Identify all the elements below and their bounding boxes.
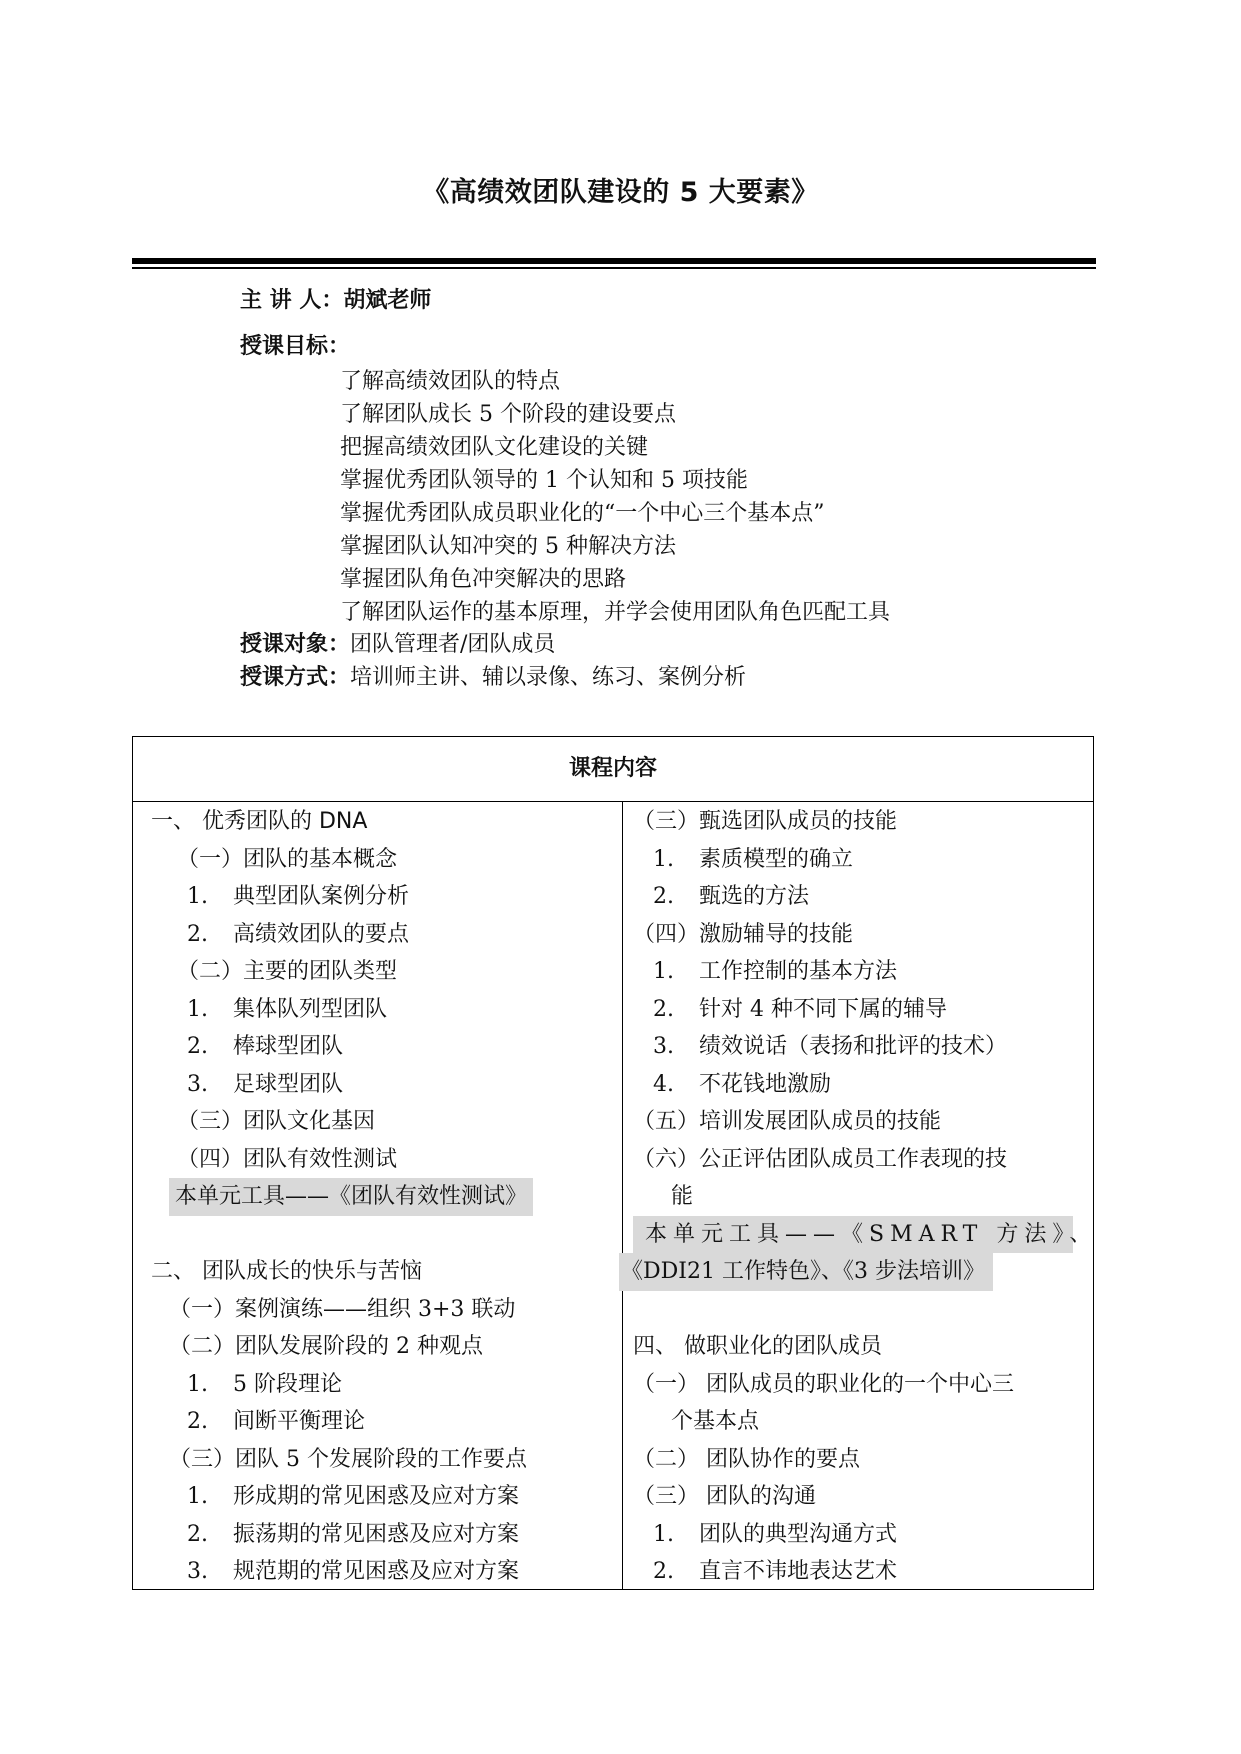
- objectives-label: 授课目标：: [240, 334, 351, 359]
- objective-item: 了解高绩效团队的特点: [340, 369, 561, 394]
- subsection-heading: （一）团队的基本概念: [177, 846, 398, 872]
- list-item: 1. 集体队列型团队: [187, 996, 388, 1022]
- list-item: 1. 典型团队案例分析: [187, 884, 410, 909]
- list-item: 2. 甄选的方法: [653, 884, 810, 909]
- left-column: [151, 803, 617, 1591]
- title-rule-thick: [132, 258, 1096, 264]
- subsection-heading: （四）激励辅导的技能: [633, 921, 854, 947]
- subsection-heading-continued: 个基本点: [671, 1409, 760, 1434]
- list-item: 2. 振荡期的常见困惑及应对方案: [187, 1521, 520, 1547]
- course-content-table: [132, 736, 1098, 1590]
- method-label: 授课方式：: [240, 665, 351, 690]
- spacer: [633, 1291, 1085, 1329]
- speaker-line: [240, 284, 431, 317]
- subsection-heading: （六）公正评估团队成员工作表现的技: [633, 1146, 1008, 1172]
- section-heading: 二、 团队成长的快乐与苦恼: [151, 1259, 422, 1284]
- subsection-heading: （一） 团队成员的职业化的一个中心三: [633, 1371, 1014, 1397]
- method-line: [240, 661, 746, 694]
- subsection-heading: （三）甄选团队成员的技能: [633, 809, 898, 834]
- audience-label: 授课对象：: [240, 632, 351, 657]
- audience-line: [240, 628, 555, 661]
- section-heading: 四、 做职业化的团队成员: [633, 1334, 882, 1359]
- title-rule-thin: [132, 267, 1096, 269]
- objective-item: 掌握优秀团队成员职业化的“一个中心三个基本点”: [340, 501, 825, 526]
- objective-item: 把握高绩效团队文化建设的关键: [340, 435, 649, 460]
- unit-tool-highlight: 本单元工具——《SMART 方法》、: [633, 1216, 1073, 1254]
- subsection-heading: （五）培训发展团队成员的技能: [633, 1109, 942, 1134]
- section-heading: 一、 优秀团队的 DNA: [151, 809, 368, 834]
- column-divider: [622, 801, 623, 1589]
- objective-item: 了解团队成长 5 个阶段的建设要点: [340, 402, 676, 427]
- spacer: [151, 1216, 617, 1254]
- list-item: 2. 直言不讳地表达艺术: [653, 1559, 898, 1584]
- list-item: 3. 足球型团队: [187, 1071, 344, 1097]
- list-item: 1. 团队的典型沟通方式: [653, 1521, 898, 1547]
- subsection-heading-continued: 能: [671, 1184, 694, 1209]
- objectives-list: [340, 365, 890, 629]
- objective-item: 掌握优秀团队领导的 1 个认知和 5 项技能: [340, 468, 748, 493]
- subsection-heading: （一）案例演练——组织 3+3 联动: [169, 1296, 516, 1322]
- objective-item: 了解团队运作的基本原理，并学会使用团队角色匹配工具: [340, 600, 891, 625]
- list-item: 1. 工作控制的基本方法: [653, 959, 898, 984]
- objectives-label-line: [240, 330, 350, 363]
- unit-tool-highlight: 本单元工具——《团队有效性测试》: [169, 1178, 533, 1216]
- unit-tool-line: [619, 1253, 1085, 1291]
- objective-item: 掌握团队角色冲突解决的思路: [340, 567, 627, 592]
- document-title: 《高绩效团队建设的 5 大要素》: [422, 177, 819, 208]
- list-item: 4. 不花钱地激励: [653, 1071, 832, 1097]
- subsection-heading: （二）主要的团队类型: [177, 959, 398, 984]
- list-item: 2. 高绩效团队的要点: [187, 921, 410, 947]
- table-header: 课程内容: [133, 737, 1093, 802]
- unit-tool-highlight: 《DDI21 工作特色》、《3 步法培训》: [619, 1253, 993, 1291]
- list-item: 3. 绩效说话（表扬和批评的技术）: [653, 1034, 1008, 1059]
- audience-value: 团队管理者/团队成员: [350, 632, 556, 657]
- list-item: 2. 针对 4 种不同下属的辅导: [653, 996, 947, 1022]
- list-item: 2. 棒球型团队: [187, 1034, 344, 1059]
- subsection-heading: （三）团队文化基因: [177, 1109, 376, 1134]
- subsection-heading: （四）团队有效性测试: [177, 1146, 398, 1172]
- subsection-heading: （三） 团队的沟通: [633, 1484, 816, 1509]
- list-item: 2. 间断平衡理论: [187, 1409, 366, 1434]
- speaker-label: 主 讲 人：: [240, 288, 344, 313]
- method-value: 培训师主讲、辅以录像、练习、案例分析: [350, 665, 747, 690]
- list-item: 3. 规范期的常见困惑及应对方案: [187, 1559, 520, 1584]
- list-item: 1. 素质模型的确立: [653, 846, 854, 872]
- subsection-heading: （二） 团队协作的要点: [633, 1446, 860, 1472]
- subsection-heading: （三）团队 5 个发展阶段的工作要点: [169, 1446, 527, 1472]
- list-item: 1. 5 阶段理论: [187, 1371, 342, 1397]
- list-item: 1. 形成期的常见困惑及应对方案: [187, 1484, 520, 1509]
- unit-tool-line: [151, 1178, 617, 1216]
- subsection-heading: （二）团队发展阶段的 2 种观点: [169, 1334, 483, 1359]
- speaker-name: 胡斌老师: [343, 288, 432, 313]
- objective-item: 掌握团队认知冲突的 5 种解决方法: [340, 534, 676, 559]
- right-column: [621, 803, 1098, 1591]
